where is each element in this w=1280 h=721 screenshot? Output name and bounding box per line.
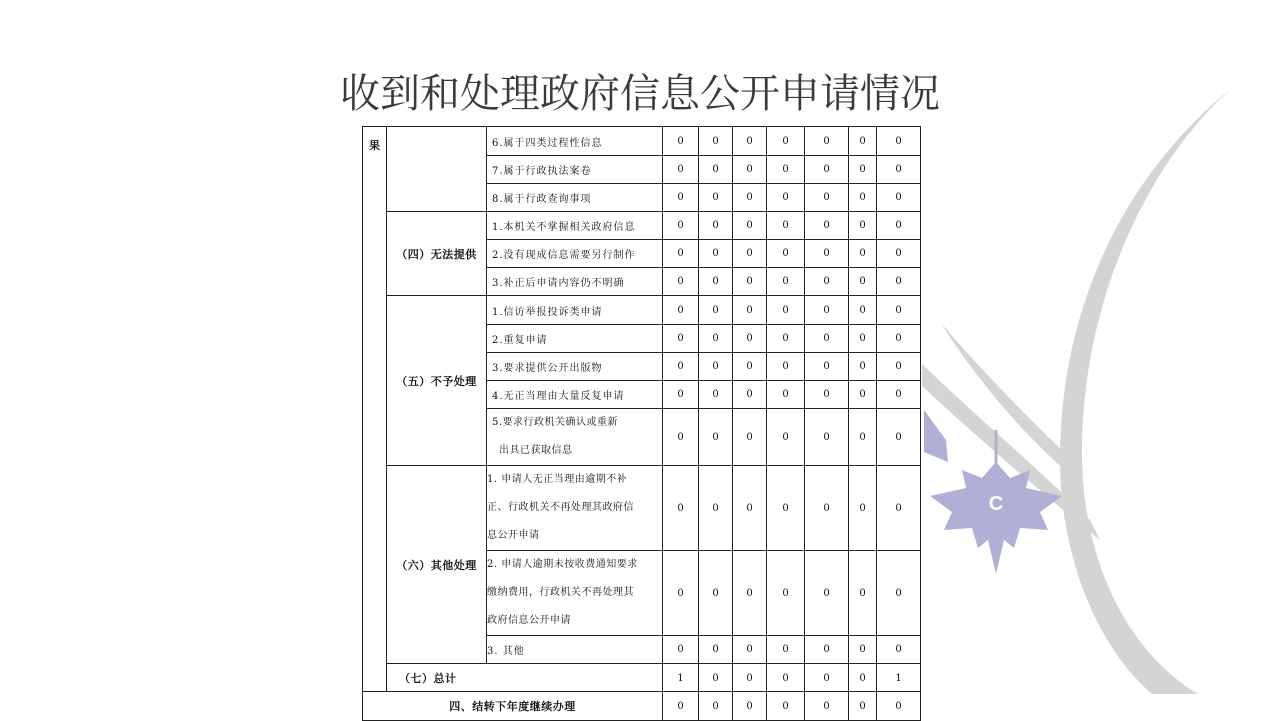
- value-cell: 0: [663, 636, 699, 664]
- category-cell-empty: [387, 127, 487, 212]
- value-cell: 0: [733, 381, 767, 409]
- value-cell: 0: [767, 692, 805, 721]
- value-cell: 0: [849, 381, 877, 409]
- statistics-table: [362, 126, 921, 693]
- value-cell: 0: [699, 296, 733, 325]
- value-cell: 0: [663, 212, 699, 240]
- item-label: 1.信访举报投诉类申请: [487, 296, 663, 325]
- value-cell: 0: [877, 409, 921, 466]
- table-row: [363, 296, 921, 325]
- item-label: 3.补正后申请内容仍不明确: [487, 268, 663, 296]
- grey-swoosh: [1060, 88, 1232, 694]
- value-cell: 0: [877, 325, 921, 353]
- value-cell: 0: [733, 692, 767, 721]
- value-cell: 0: [733, 127, 767, 156]
- value-cell: 0: [699, 466, 733, 551]
- item-line: 缴纳费用，行政机关不再处理其: [487, 587, 634, 598]
- value-cell: 0: [767, 409, 805, 466]
- value-cell: 0: [877, 127, 921, 156]
- page-title: 收到和处理政府信息公开申请情况: [340, 71, 940, 117]
- category-carryover: 四、结转下年度继续办理: [363, 692, 663, 721]
- value-cell: 0: [849, 268, 877, 296]
- value-cell: 0: [663, 127, 699, 156]
- item-line: 出具已获取信息: [499, 445, 573, 456]
- value-cell: 0: [767, 156, 805, 184]
- value-cell: 0: [733, 212, 767, 240]
- value-cell: 0: [849, 353, 877, 381]
- value-cell: 0: [849, 664, 877, 693]
- value-cell: 0: [733, 156, 767, 184]
- table-row: [363, 692, 921, 721]
- item-line: 息公开申请: [487, 530, 540, 541]
- value-cell: 0: [849, 551, 877, 636]
- value-cell: 0: [699, 381, 733, 409]
- item-line: 政府信息公开申请: [487, 615, 571, 626]
- value-cell: 0: [733, 636, 767, 664]
- value-cell: 0: [805, 353, 849, 381]
- value-cell: 0: [877, 296, 921, 325]
- value-cell: 0: [805, 184, 849, 212]
- value-cell: 0: [699, 156, 733, 184]
- value-cell: 0: [767, 551, 805, 636]
- value-cell: 0: [663, 692, 699, 721]
- value-cell: 0: [699, 692, 733, 721]
- value-cell: 0: [699, 636, 733, 664]
- value-cell: 0: [805, 325, 849, 353]
- item-line: 5.要求行政机关确认或重新: [492, 417, 619, 428]
- item-line: 1. 申请人无正当理由逾期不补: [487, 474, 628, 485]
- table-row: [363, 466, 921, 551]
- value-cell: 0: [767, 212, 805, 240]
- value-cell: 0: [663, 240, 699, 268]
- value-cell: 0: [767, 325, 805, 353]
- value-cell: 0: [877, 466, 921, 551]
- value-cell: 0: [663, 381, 699, 409]
- value-cell: 0: [849, 636, 877, 664]
- value-cell: 0: [663, 325, 699, 353]
- value-cell: 0: [877, 353, 921, 381]
- value-cell: 0: [877, 692, 921, 721]
- value-cell: 0: [733, 296, 767, 325]
- value-cell: 0: [849, 466, 877, 551]
- value-cell: 0: [805, 381, 849, 409]
- value-cell: 0: [805, 127, 849, 156]
- value-cell: 0: [805, 268, 849, 296]
- value-cell: 0: [699, 212, 733, 240]
- category-total: （七）总计: [387, 664, 663, 693]
- row-group-label: 果: [363, 127, 387, 693]
- item-label: [487, 466, 663, 551]
- value-cell: 0: [877, 636, 921, 664]
- value-cell: 0: [663, 551, 699, 636]
- value-cell: 0: [767, 268, 805, 296]
- value-cell: 0: [805, 692, 849, 721]
- value-cell: 1: [877, 664, 921, 693]
- item-label: 3. 其他: [487, 636, 663, 664]
- value-cell: 0: [699, 240, 733, 268]
- value-cell: 0: [877, 551, 921, 636]
- value-cell: 0: [805, 409, 849, 466]
- value-cell: 0: [849, 156, 877, 184]
- item-label: [487, 409, 663, 466]
- value-cell: 0: [877, 212, 921, 240]
- value-cell: 0: [733, 664, 767, 693]
- partial-leaf: [924, 410, 948, 462]
- value-cell: 0: [849, 127, 877, 156]
- value-cell: 0: [849, 184, 877, 212]
- value-cell: 0: [733, 184, 767, 212]
- item-label: 2.重复申请: [487, 325, 663, 353]
- item-label: [487, 551, 663, 636]
- value-cell: 0: [733, 551, 767, 636]
- item-label: 2.没有现成信息需要另行制作: [487, 240, 663, 268]
- value-cell: 0: [699, 551, 733, 636]
- category-not-processed: （五）不予处理: [387, 296, 487, 466]
- value-cell: 0: [805, 240, 849, 268]
- value-cell: 0: [805, 212, 849, 240]
- value-cell: 0: [849, 212, 877, 240]
- value-cell: 0: [663, 268, 699, 296]
- value-cell: 0: [663, 296, 699, 325]
- carryover-table: [362, 691, 921, 721]
- value-cell: 1: [663, 664, 699, 693]
- item-line: 正、行政机关不再处理其政府信: [487, 502, 634, 513]
- value-cell: 0: [699, 353, 733, 381]
- item-label: 6.属于四类过程性信息: [487, 127, 663, 156]
- value-cell: 0: [849, 240, 877, 268]
- category-cannot-provide: （四）无法提供: [387, 212, 487, 296]
- value-cell: 0: [733, 466, 767, 551]
- value-cell: 0: [733, 353, 767, 381]
- value-cell: 0: [767, 466, 805, 551]
- item-label: 3.要求提供公开出版物: [487, 353, 663, 381]
- value-cell: 0: [663, 466, 699, 551]
- value-cell: 0: [877, 381, 921, 409]
- value-cell: 0: [877, 240, 921, 268]
- value-cell: 0: [663, 184, 699, 212]
- value-cell: 0: [767, 353, 805, 381]
- category-other-processing: （六）其他处理: [387, 466, 487, 664]
- item-label: 8.属于行政查询事项: [487, 184, 663, 212]
- value-cell: 0: [877, 156, 921, 184]
- value-cell: 0: [805, 664, 849, 693]
- value-cell: 0: [849, 409, 877, 466]
- value-cell: 0: [733, 409, 767, 466]
- value-cell: 0: [767, 240, 805, 268]
- table-row: [363, 212, 921, 240]
- value-cell: 0: [767, 381, 805, 409]
- value-cell: 0: [805, 156, 849, 184]
- badge-letter: C: [988, 493, 1004, 515]
- value-cell: 0: [663, 409, 699, 466]
- item-label: 1.本机关不掌握相关政府信息: [487, 212, 663, 240]
- value-cell: 0: [733, 268, 767, 296]
- value-cell: 0: [805, 551, 849, 636]
- value-cell: 0: [699, 268, 733, 296]
- value-cell: 0: [767, 127, 805, 156]
- value-cell: 0: [805, 636, 849, 664]
- value-cell: 0: [733, 240, 767, 268]
- value-cell: 0: [805, 296, 849, 325]
- value-cell: 0: [767, 664, 805, 693]
- value-cell: 0: [663, 156, 699, 184]
- value-cell: 0: [767, 636, 805, 664]
- value-cell: 0: [805, 466, 849, 551]
- item-label: 4.无正当理由大量反复申请: [487, 381, 663, 409]
- value-cell: 0: [877, 268, 921, 296]
- value-cell: 0: [699, 664, 733, 693]
- value-cell: 0: [699, 325, 733, 353]
- table-row: [363, 127, 921, 156]
- value-cell: 0: [849, 296, 877, 325]
- value-cell: 0: [699, 184, 733, 212]
- value-cell: 0: [849, 692, 877, 721]
- value-cell: 0: [767, 296, 805, 325]
- item-line: 2. 申请人逾期未按收费通知要求: [487, 559, 638, 570]
- value-cell: 0: [663, 353, 699, 381]
- value-cell: 0: [699, 409, 733, 466]
- item-label: 7.属于行政执法案卷: [487, 156, 663, 184]
- value-cell: 0: [733, 325, 767, 353]
- value-cell: 0: [849, 325, 877, 353]
- value-cell: 0: [767, 184, 805, 212]
- value-cell: 0: [699, 127, 733, 156]
- value-cell: 0: [877, 184, 921, 212]
- table-row: [363, 664, 921, 693]
